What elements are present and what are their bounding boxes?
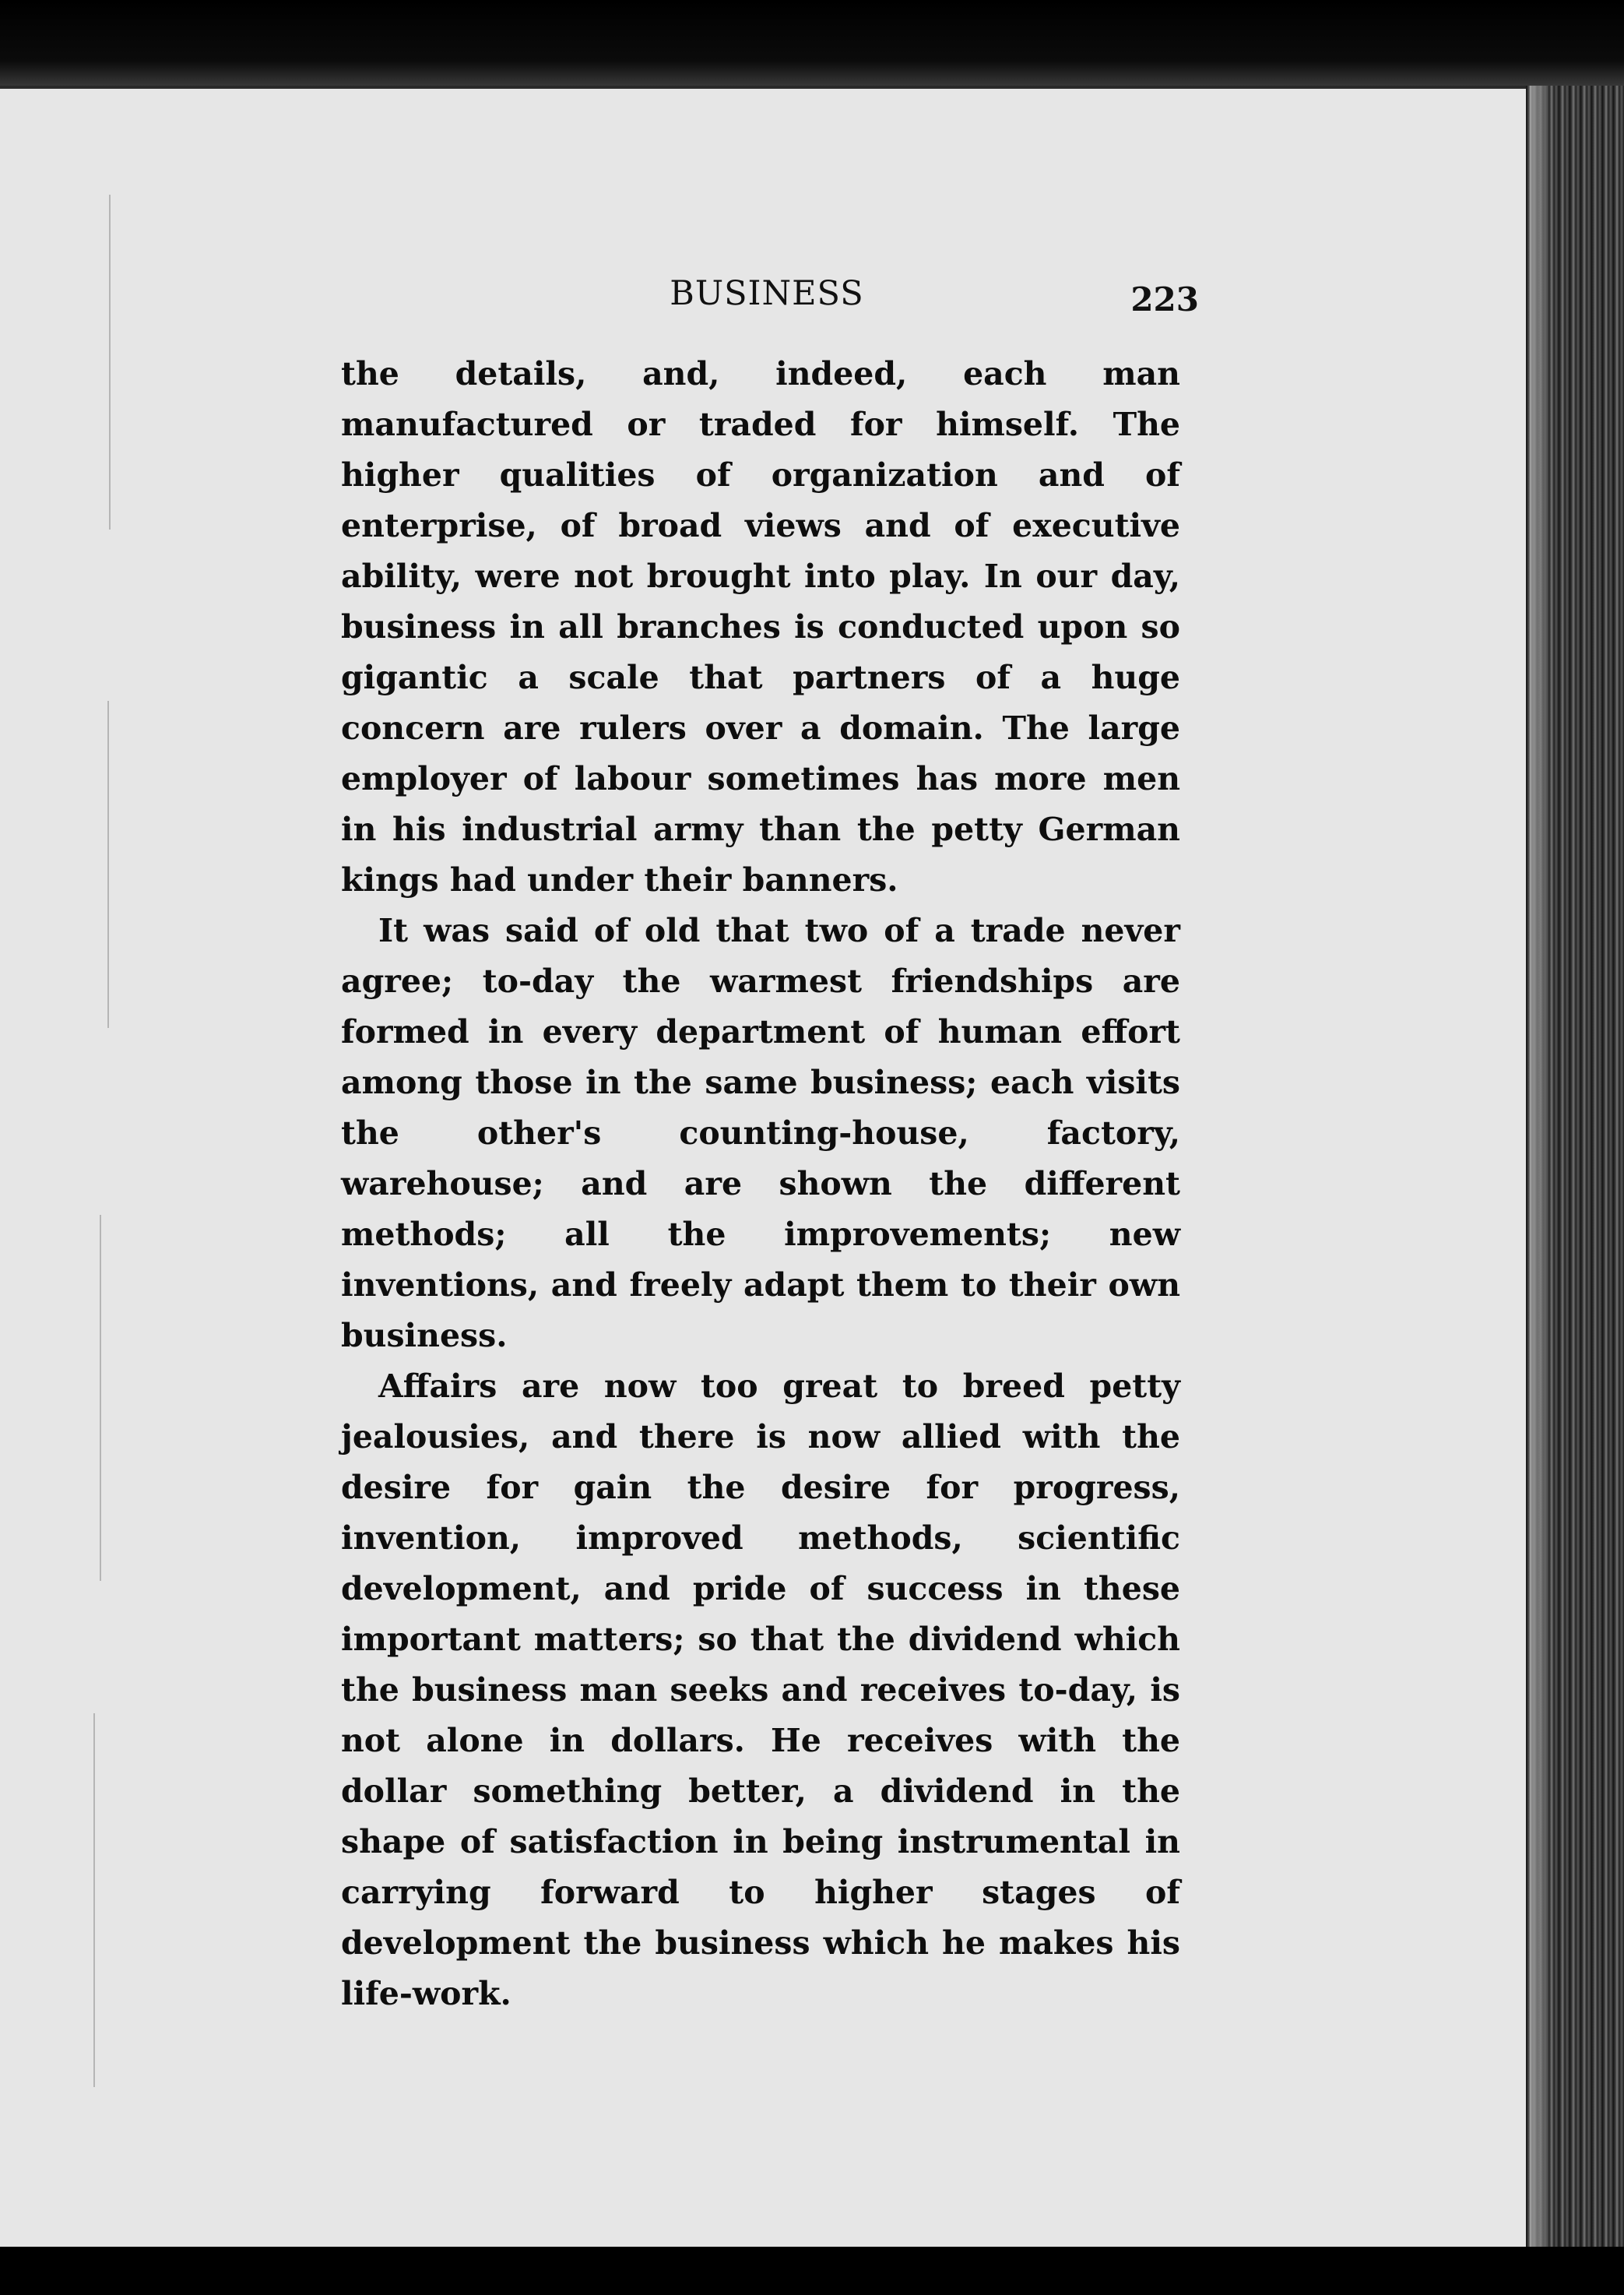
paragraph: Affairs are now too great to breed petty jealousies, and there is now allied with the desire for gain the desire for progress, invention, improved methods, scientific development, and pride of success in these important matters; so that the dividend which the business man seeks and receives to-day, is not alone in dollars. He receives with the dollar something better, a dividend in the shape of satisfaction in being instrumental in carrying forward to higher stages of development the business which he makes his life-work.: [341, 1367, 1180, 2012]
margin-mark: [107, 701, 109, 1028]
body-text: [341, 349, 1180, 2019]
paragraph: It was said of old that two of a trade never agree; to-day the warmest friendships are formed in every department of human effort among those in the same business; each visits the other's counting-house, factory, warehouse; and are shown the different methods; all the improvements; new inventions, and freely adapt them to their own business.: [341, 912, 1180, 1354]
margin-mark: [93, 1713, 95, 2087]
running-head: BUSINESS: [670, 274, 864, 313]
margin-mark: [109, 195, 111, 530]
paragraph: the details, and, indeed, each man manufactured or traded for himself. The higher qualities of organization and of enterprise, of broad views and of executive ability, were not brought into play. In our day, business in all branches is conducted upon so gigantic a scale that partners of a huge concern are rulers over a domain. The large employer of labour sometimes has more men in his industrial army than the petty German kings had under their banners.: [341, 355, 1180, 899]
scan-top-border: [0, 0, 1624, 87]
scan-bottom-border: [0, 2247, 1624, 2295]
page-number: 223: [1130, 280, 1199, 319]
margin-mark: [100, 1215, 101, 1581]
page-header: [343, 274, 1199, 329]
book-edge-highlight: [1530, 86, 1548, 2251]
